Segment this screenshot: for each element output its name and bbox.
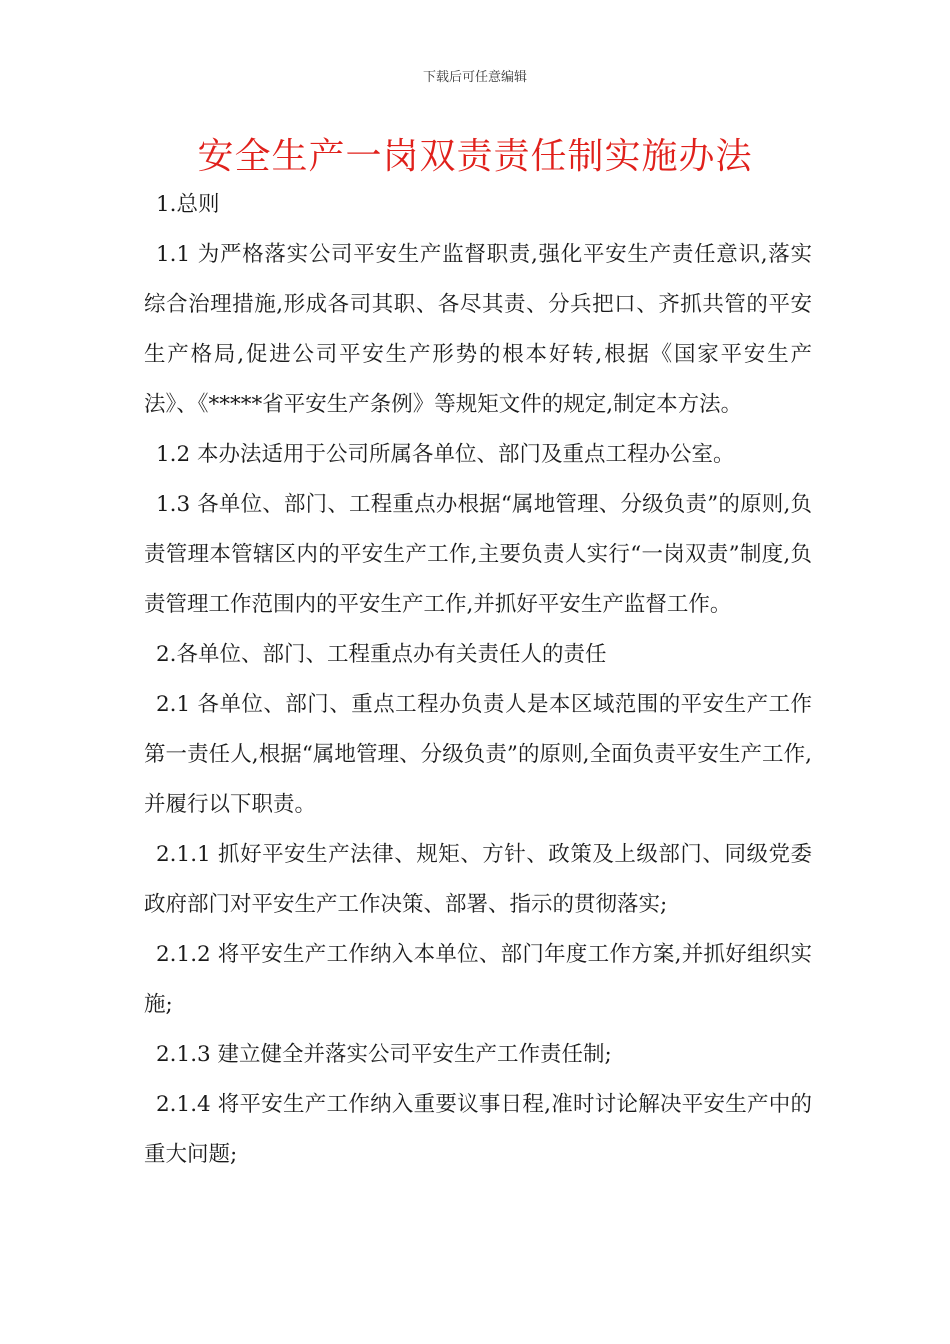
paragraph: 2.1.4 将平安生产工作纳入重要议事日程,准时讨论解决平安生产中的重大问题;: [144, 1092, 812, 1167]
paragraph: 2.1.3 建立健全并落实公司平安生产工作责任制;: [156, 1042, 612, 1067]
paragraph: 2.1.2 将平安生产工作纳入本单位、部门年度工作方案,并抓好组织实施;: [144, 942, 812, 1017]
section-heading: 1.总则: [156, 192, 220, 217]
paragraph: 1.1 为严格落实公司平安生产监督职责,强化平安生产责任意识,落实综合治理措施,形成各司其职、各尽其责、分兵把口、齐抓共管的平安生产格局,促进公司平安生产形势的根本好转,根据《国家平安生产法》、《*****省平安生产条例》等规矩文件的规定,制定本方法。: [144, 242, 812, 417]
header-note: 下载后可任意编辑: [422, 70, 527, 85]
paragraph: 2.1 各单位、部门、重点工程办负责人是本区域范围的平安生产工作第一责任人,根据“属地管理、分级负责”的原则,全面负责平安生产工作,并履行以下职责。: [144, 692, 812, 817]
paragraph: 1.3 各单位、部门、工程重点办根据“属地管理、分级负责”的原则,负责管理本管辖区内的平安生产工作,主要负责人实行“一岗双责”制度,负责管理工作范围内的平安生产工作,并抓好平安生产监督工作。: [144, 492, 812, 617]
section-heading: 2.各单位、部门、工程重点办有关责任人的责任: [156, 642, 607, 667]
document-body: [144, 180, 812, 1180]
document-title: 安全生产一岗双责责任制实施办法: [197, 136, 753, 177]
paragraph: 2.1.1 抓好平安生产法律、规矩、方针、政策及上级部门、同级党委政府部门对平安生产工作决策、部署、指示的贯彻落实;: [144, 842, 812, 917]
paragraph: 1.2 本办法适用于公司所属各单位、部门及重点工程办公室。: [156, 442, 735, 467]
